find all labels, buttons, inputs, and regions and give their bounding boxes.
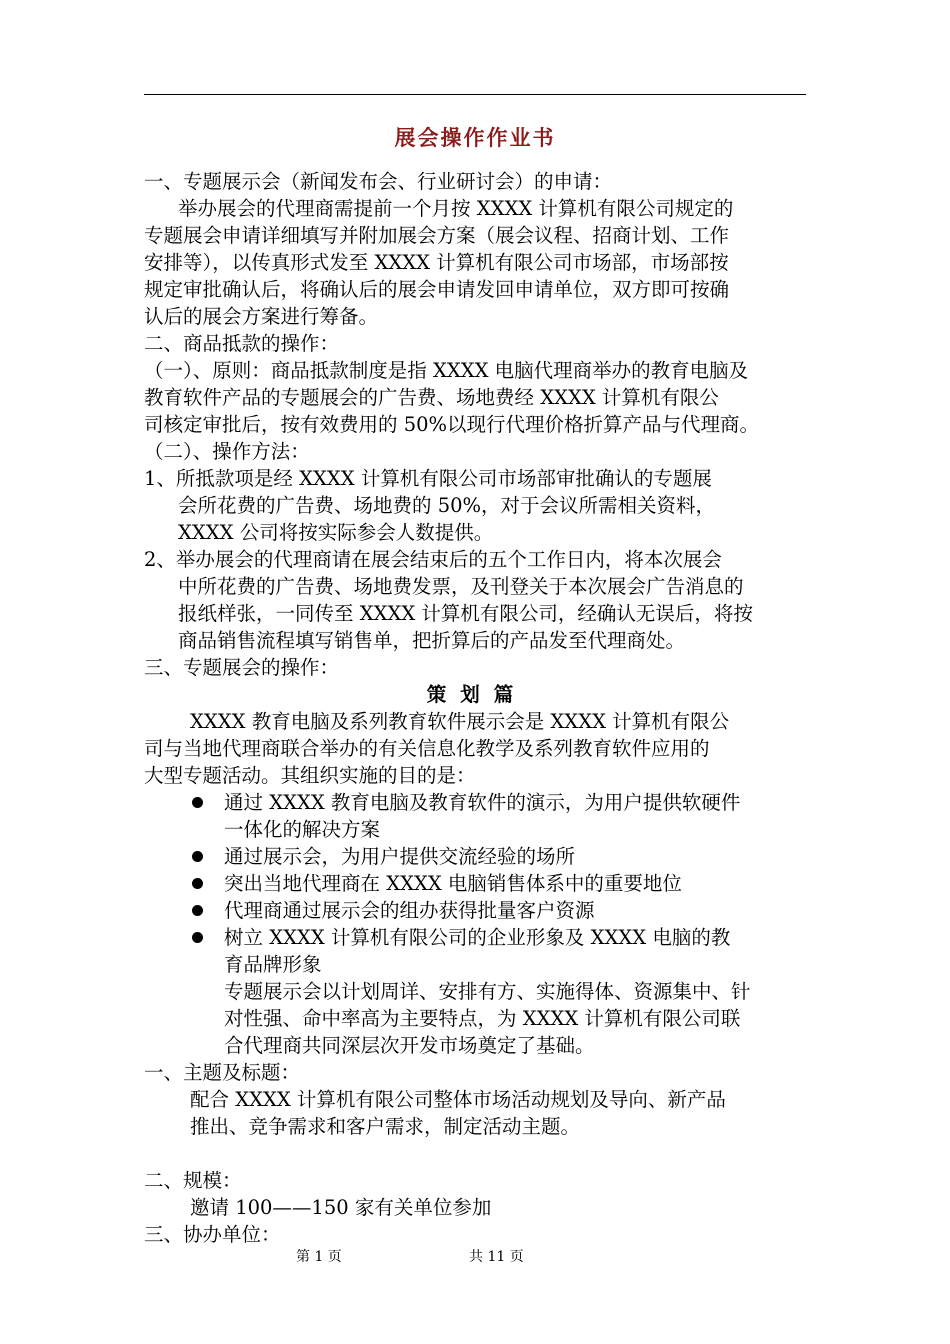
bullet-dot-icon bbox=[192, 797, 203, 808]
text-line: 教育软件产品的专题展会的广告费、场地费经 XXXX 计算机有限公 bbox=[144, 386, 719, 409]
purpose-bullet-list bbox=[144, 789, 810, 978]
intro-line: 司与当地代理商联合举办的有关信息化教学及系列教育软件应用的 bbox=[144, 737, 710, 760]
bullet-text: 突出当地代理商在 XXXX 电脑销售体系中的重要地位 bbox=[224, 872, 682, 895]
planning-intro bbox=[144, 708, 810, 789]
subsection-body-line: 配合 XXXX 计算机有限公司整体市场活动规划及导向、新产品 bbox=[190, 1088, 726, 1111]
document-title: 展会操作作业书 bbox=[394, 126, 556, 150]
text-line: XXXX 公司将按实际参会人数提供。 bbox=[178, 521, 494, 544]
bullet-dot-icon bbox=[192, 932, 203, 943]
intro-line: XXXX 教育电脑及系列教育软件展示会是 XXXX 计算机有限公 bbox=[190, 710, 730, 733]
text-line: 三、专题展会的操作： bbox=[144, 656, 340, 679]
spacer bbox=[144, 1140, 810, 1167]
page-number: 第 1 页 bbox=[296, 1249, 342, 1265]
text-line: 商品销售流程填写销售单，把折算后的产品发至代理商处。 bbox=[178, 629, 686, 652]
section-heading-planning: 策划篇 bbox=[426, 683, 528, 706]
planning-subsections bbox=[144, 1059, 810, 1248]
text-line: （二）、操作方法： bbox=[144, 440, 310, 463]
text-line: （一）、原则：商品抵款制度是指 XXXX 电脑代理商举办的教育电脑及 bbox=[144, 359, 749, 382]
text-line: 举办展会的代理商需提前一个月按 XXXX 计算机有限公司规定的 bbox=[178, 197, 734, 220]
subsection-heading: 三、协办单位： bbox=[144, 1223, 281, 1246]
intro-line: 大型专题活动。其组织实施的目的是： bbox=[144, 764, 476, 787]
text-line: 中所花费的广告费、场地费发票，及刊登关于本次展会广告消息的 bbox=[178, 575, 744, 598]
text-line: 规定审批确认后，将确认后的展会申请发回申请单位，双方即可按确 bbox=[144, 278, 730, 301]
bullet-dot-icon bbox=[192, 851, 203, 862]
closing-line: 专题展示会以计划周详、安排有方、实施得体、资源集中、针 bbox=[224, 980, 751, 1003]
application-section bbox=[144, 168, 810, 681]
text-line: 会所花费的广告费、场地费的 50%，对于会议所需相关资料， bbox=[178, 494, 716, 517]
closing-line: 对性强、命中率高为主要特点，为 XXXX 计算机有限公司联 bbox=[224, 1007, 741, 1030]
bullet-text: 树立 XXXX 计算机有限公司的企业形象及 XXXX 电脑的教 bbox=[224, 926, 731, 949]
text-line: 二、商品抵款的操作： bbox=[144, 332, 340, 355]
bullet-line bbox=[144, 843, 810, 870]
bullet-text: 通过展示会，为用户提供交流经验的场所 bbox=[224, 845, 576, 868]
bullet-line bbox=[144, 897, 810, 924]
closing-line: 合代理商共同深层次开发市场奠定了基础。 bbox=[224, 1034, 595, 1057]
bullet-line: 一体化的解决方案 bbox=[224, 818, 381, 841]
text-line: 2、举办展会的代理商请在展会结束后的五个工作日内，将本次展会 bbox=[144, 548, 722, 571]
text-line: 专题展会申请详细填写并附加展会方案（展会议程、招商计划、工作 bbox=[144, 224, 730, 247]
bullet-line: 育品牌形象 bbox=[224, 953, 322, 976]
text-line: 1、所抵款项是经 XXXX 计算机有限公司市场部审批确认的专题展 bbox=[144, 467, 712, 490]
text-line: 报纸样张，一同传至 XXXX 计算机有限公司，经确认无误后，将按 bbox=[178, 602, 753, 625]
bullet-dot-icon bbox=[192, 878, 203, 889]
text-line: 安排等），以传真形式发至 XXXX 计算机有限公司市场部，市场部按 bbox=[144, 251, 729, 274]
document-body bbox=[144, 168, 810, 1248]
subsection-heading: 二、规模： bbox=[144, 1169, 242, 1192]
subsection-body-line: 推出、竞争需求和客户需求，制定活动主题。 bbox=[190, 1115, 581, 1138]
header-rule bbox=[144, 94, 806, 95]
bullet-text: 通过 XXXX 教育电脑及教育软件的演示，为用户提供软硬件 bbox=[224, 791, 741, 814]
bullet-text: 代理商通过展示会的组办获得批量客户资源 bbox=[224, 899, 595, 922]
bullet-dot-icon bbox=[192, 905, 203, 916]
bullet-line bbox=[144, 789, 810, 816]
subsection-heading: 一、主题及标题： bbox=[144, 1061, 301, 1084]
text-line: 司核定审批后，按有效费用的 50%以现行代理价格折算产品与代理商。 bbox=[144, 413, 760, 436]
bullet-line bbox=[144, 924, 810, 951]
planning-closing bbox=[144, 978, 810, 1059]
page-total: 共 11 页 bbox=[469, 1249, 524, 1265]
text-line: 认后的展会方案进行筹备。 bbox=[144, 305, 379, 328]
bullet-line bbox=[144, 870, 810, 897]
subsection-body-line: 邀请 100——150 家有关单位参加 bbox=[190, 1196, 492, 1219]
text-line: 一、专题展示会（新闻发布会、行业研讨会）的申请： bbox=[144, 170, 613, 193]
